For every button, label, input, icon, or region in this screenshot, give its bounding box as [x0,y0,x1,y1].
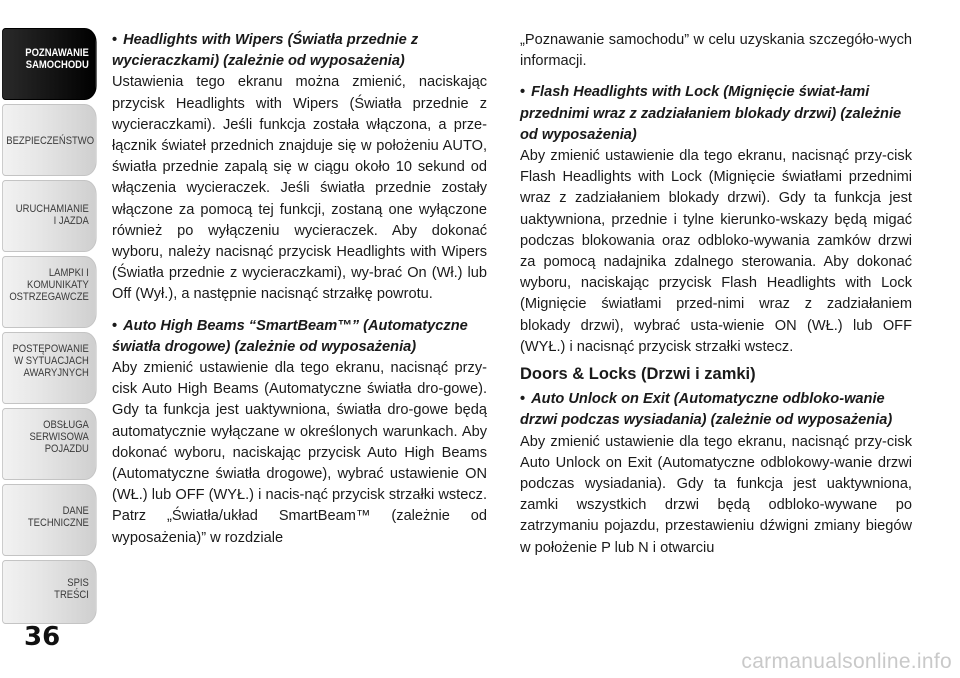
heading-headlights-with-wipers [112,30,487,72]
heading-text: Auto Unlock on Exit (Automatyczne odbloko-wanie drzwi podczas wysiadania) (zależnie od wyposażenia) [520,391,893,429]
section-title-doors-locks: Doors & Locks (Drzwi i zamki) [520,365,756,384]
bullet: • [520,84,526,101]
heading-text: Flash Headlights with Lock (Mignięcie świat-łami przednimi wraz z zadziałaniem blokady drzwi) (zależnie od wyposażenia) [520,84,902,143]
page-number: 36 [24,622,61,652]
tab-obsluga-serwisowa[interactable]: OBSŁUGA SERWISOWA POJAZDU [2,408,97,480]
bullet: • [112,317,118,334]
tab-lampki-i-komunikaty[interactable]: LAMPKI I KOMUNIKATY OSTRZEGAWCZE [2,256,97,328]
left-column [112,30,487,549]
tab-poznawanie-samochodu[interactable]: POZNAWANIE SAMOCHODU [2,28,97,100]
heading-auto-unlock-on-exit [520,389,912,431]
tab-uruchamianie-i-jazda[interactable]: URUCHAMIANIE I JAZDA [2,180,97,252]
tab-spis-tresci[interactable]: SPIS TREŚCI [2,560,97,624]
paragraph-flash-headlights-with-lock: Aby zmienić ustawienie dla tego ekranu, nacisnąć przy-cisk Flash Headlights with Lock (Mignięcie światłami przednimi wraz z zadziałaniem blokady drzwi). Gdy ta funkcja jest uaktywniona, przednie i tylne kierunko-wskazy będą migać podczas blokowania oraz odbloko-wywania zamków drzwi za pomocą nadajnika zdalnego sterowania. Aby dokonać wyboru, naciskając przycisk Flash Headlights with Lock (Mignięcie światłami przed-nimi wraz z zadziałaniem blokady drzwi), wybrać usta-wienie ON (WŁ.) lub OFF (WYŁ.) i nacisnąć przycisk strzałki wstecz. [520,148,912,355]
paragraph-auto-high-beams: Aby zmienić ustawienie dla tego ekranu, nacisnąć przy-cisk Auto High Beams (Automatyczne światła dro-gowe). Gdy ta funkcja jest uaktywniona, światła dro-gowe będą automatycznie wyłączane w określonych warunkach. Aby dokonać wyboru, naciskając przycisk Auto High Beams (Automatyczne światła drogowe), wybrać ustawienie ON (WŁ.) lub OFF (WYŁ.) i nacis-nąć przycisk strzałki wstecz. Patrz „Światła/układ SmartBeam™ (zależnie od wyposażenia)” w rozdziale [112,360,487,546]
heading-auto-high-beams [112,316,487,358]
paragraph-headlights-with-wipers: Ustawienia tego ekranu można zmienić, naciskając przycisk Headlights with Wipers (Światła przednie z wycieraczkami). Jeśli funkcja została włączona, a prze-łącznik świateł przednich znajduje się w położeniu AUTO, światła przednie zapalą się w ciągu około 10 sekund od włączenia wycieraczek. Jeśli światła przednie zostały włączone za pomocą tej funkcji, zostaną one wyłączone również po wyłączeniu wycieraczek. Aby dokonać wyboru, należy nacisnąć przycisk Headlights with Wipers (Światła przednie z wycieraczkami), wy-brać On (Wł.) lub Off (Wył.), a następnie nacisnąć strzałkę powrotu. [112,74,487,303]
tab-dane-techniczne[interactable]: DANE TECHNICZNE [2,484,97,556]
heading-text: Auto High Beams “SmartBeam™” (Automatyczne światła drogowe) (zależnie od wyposażenia) [112,317,468,355]
heading-text: Headlights with Wipers (Światła przednie z wycieraczkami) (zależnie od wyposażenia) [112,32,419,70]
watermark: carmanualsonline.info [741,650,952,673]
heading-flash-headlights-with-lock [520,82,912,146]
tab-bezpieczenstwo[interactable]: BEZPIECZEŃSTWO [2,104,97,176]
right-column [520,30,912,559]
bullet: • [520,391,526,408]
paragraph-continuation: „Poznawanie samochodu” w celu uzyskania szczegóło-wych informacji. [520,32,912,70]
paragraph-auto-unlock-on-exit: Aby zmienić ustawienie dla tego ekranu, nacisnąć przy-cisk Auto Unlock on Exit (Automatyczne odblokowy-wanie drzwi podczas wysiadania). Gdy ta funkcja jest uaktywniona, zamki wszystkich drzwi będą odbloko-wywane po zatrzymaniu pojazdu, przestawieniu dźwigni zmiany biegów w położenie P lub N i otwarciu [520,433,912,556]
tab-postepowanie-awaryjne[interactable]: POSTĘPOWANIE W SYTUACJACH AWARYJNYCH [2,332,97,404]
chapter-tabs [0,0,100,678]
bullet: • [112,32,118,48]
